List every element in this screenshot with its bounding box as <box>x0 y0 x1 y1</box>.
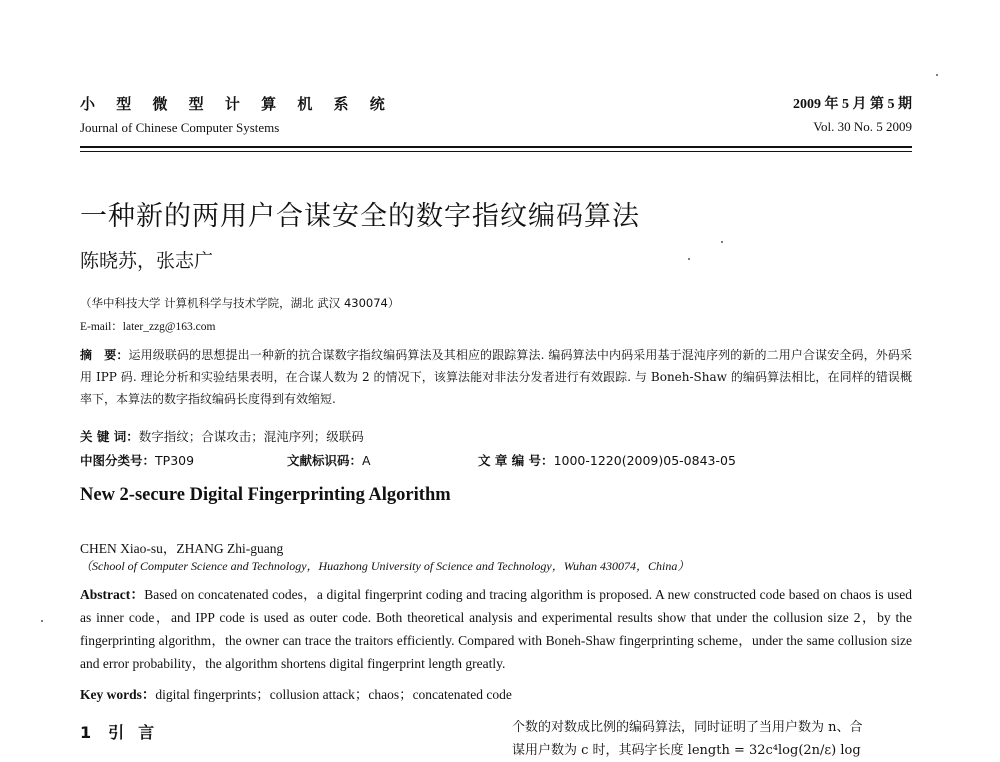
body-line: 谋用户数为 c 时，其码字长度 length = 32c⁴log(2n/ε) log <box>512 743 861 758</box>
issue-info <box>793 93 912 135</box>
keywords-cn-label: 关 键 词： <box>80 429 139 444</box>
keywords-cn <box>80 427 364 445</box>
keywords-cn-text: 数字指纹；合谋攻击；混沌序列；级联码 <box>138 429 364 444</box>
abstract-cn-text: 运用级联码的思想提出一种新的抗合谋数字指纹编码算法及其相应的跟踪算法. 编码算法中内码采用基于混沌序列的新的二用户合谋安全码，外码采用 IPP 码. 理论分析和实验结果表明，在合谋人数为 2 的情况下，该算法能对非法分发者进行有效跟踪. 与 Boneh-Shaw 的编码算法相比，在同样的错误概率下，本算法的数字指纹编码长度得到有效缩短. <box>80 348 912 406</box>
body-text-right-column <box>512 716 912 762</box>
scan-speck <box>936 74 938 76</box>
keywords-en-text: digital fingerprints；collusion attack；chaos；concatenated code <box>155 687 512 702</box>
scan-speck <box>688 258 690 260</box>
clc-label: 中图分类号： <box>80 453 156 468</box>
journal-name-cn: 小 型 微 型 计 算 机 系 统 <box>80 95 393 113</box>
abstract-cn <box>80 344 912 410</box>
affiliation-en: （School of Computer Science and Technology，Huazhong University of Science and Technology，Wuhan 430074，China） <box>80 559 690 573</box>
affiliation-cn: （华中科技大学 计算机科学与技术学院，湖北 武汉 430074） <box>80 296 400 310</box>
abstract-en-text: Based on concatenated codes，a digital fingerprint coding and tracing algorithm is proposed. A new constructed code based on chaos is used as inner code，and IPP code is used as outer code. Both theoretical analysis and experimental results show that under the collusion size 2，by the fingerprinting algorithm，the owner can trace the traitors efficiently. Compared with Boneh-Shaw fingerprinting scheme，under the same collusion size and error probability，the algorithm shortens digital fingerprint length greatly. <box>80 587 912 671</box>
clc-number <box>80 451 194 469</box>
doc-code <box>287 451 371 469</box>
doc-code-value: A <box>362 453 371 468</box>
abstract-en <box>80 583 912 675</box>
article-number <box>478 451 736 469</box>
paper-title-cn: 一种新的两用户合谋安全的数字指纹编码算法 <box>80 201 640 232</box>
scan-speck <box>41 620 43 622</box>
abstract-en-label: Abstract： <box>80 587 145 602</box>
authors-en: CHEN Xiao-su，ZHANG Zhi-guang <box>80 541 284 556</box>
keywords-en-label: Key words： <box>80 687 156 702</box>
journal-header <box>80 93 393 136</box>
issue-volume-en: Vol. 30 No. 5 2009 <box>813 119 912 134</box>
section-title: 引言 <box>108 723 169 742</box>
article-number-label: 文 章 编 号： <box>478 453 554 468</box>
body-line: 个数的对数成比例的编码算法，同时证明了当用户数为 n、合 <box>512 720 863 735</box>
issue-date-cn: 2009 年 5 月 第 5 期 <box>793 97 912 112</box>
header-rule-thin <box>80 151 912 152</box>
authors-cn: 陈晓苏，张志广 <box>80 250 214 272</box>
scan-speck <box>721 241 723 243</box>
article-number-value: 1000-1220(2009)05-0843-05 <box>553 453 736 468</box>
clc-value: TP309 <box>155 453 195 468</box>
section-heading <box>80 720 168 743</box>
author-email: E-mail：later_zzg@163.com <box>80 321 216 333</box>
paper-title-en: New 2-secure Digital Fingerprinting Algorithm <box>80 485 451 505</box>
doc-code-label: 文献标识码： <box>287 453 363 468</box>
journal-name-en: Journal of Chinese Computer Systems <box>80 120 280 135</box>
keywords-en <box>80 683 512 703</box>
header-rule-thick <box>80 146 912 148</box>
abstract-cn-label: 摘 要： <box>80 348 129 362</box>
section-number: 1 <box>80 723 93 742</box>
